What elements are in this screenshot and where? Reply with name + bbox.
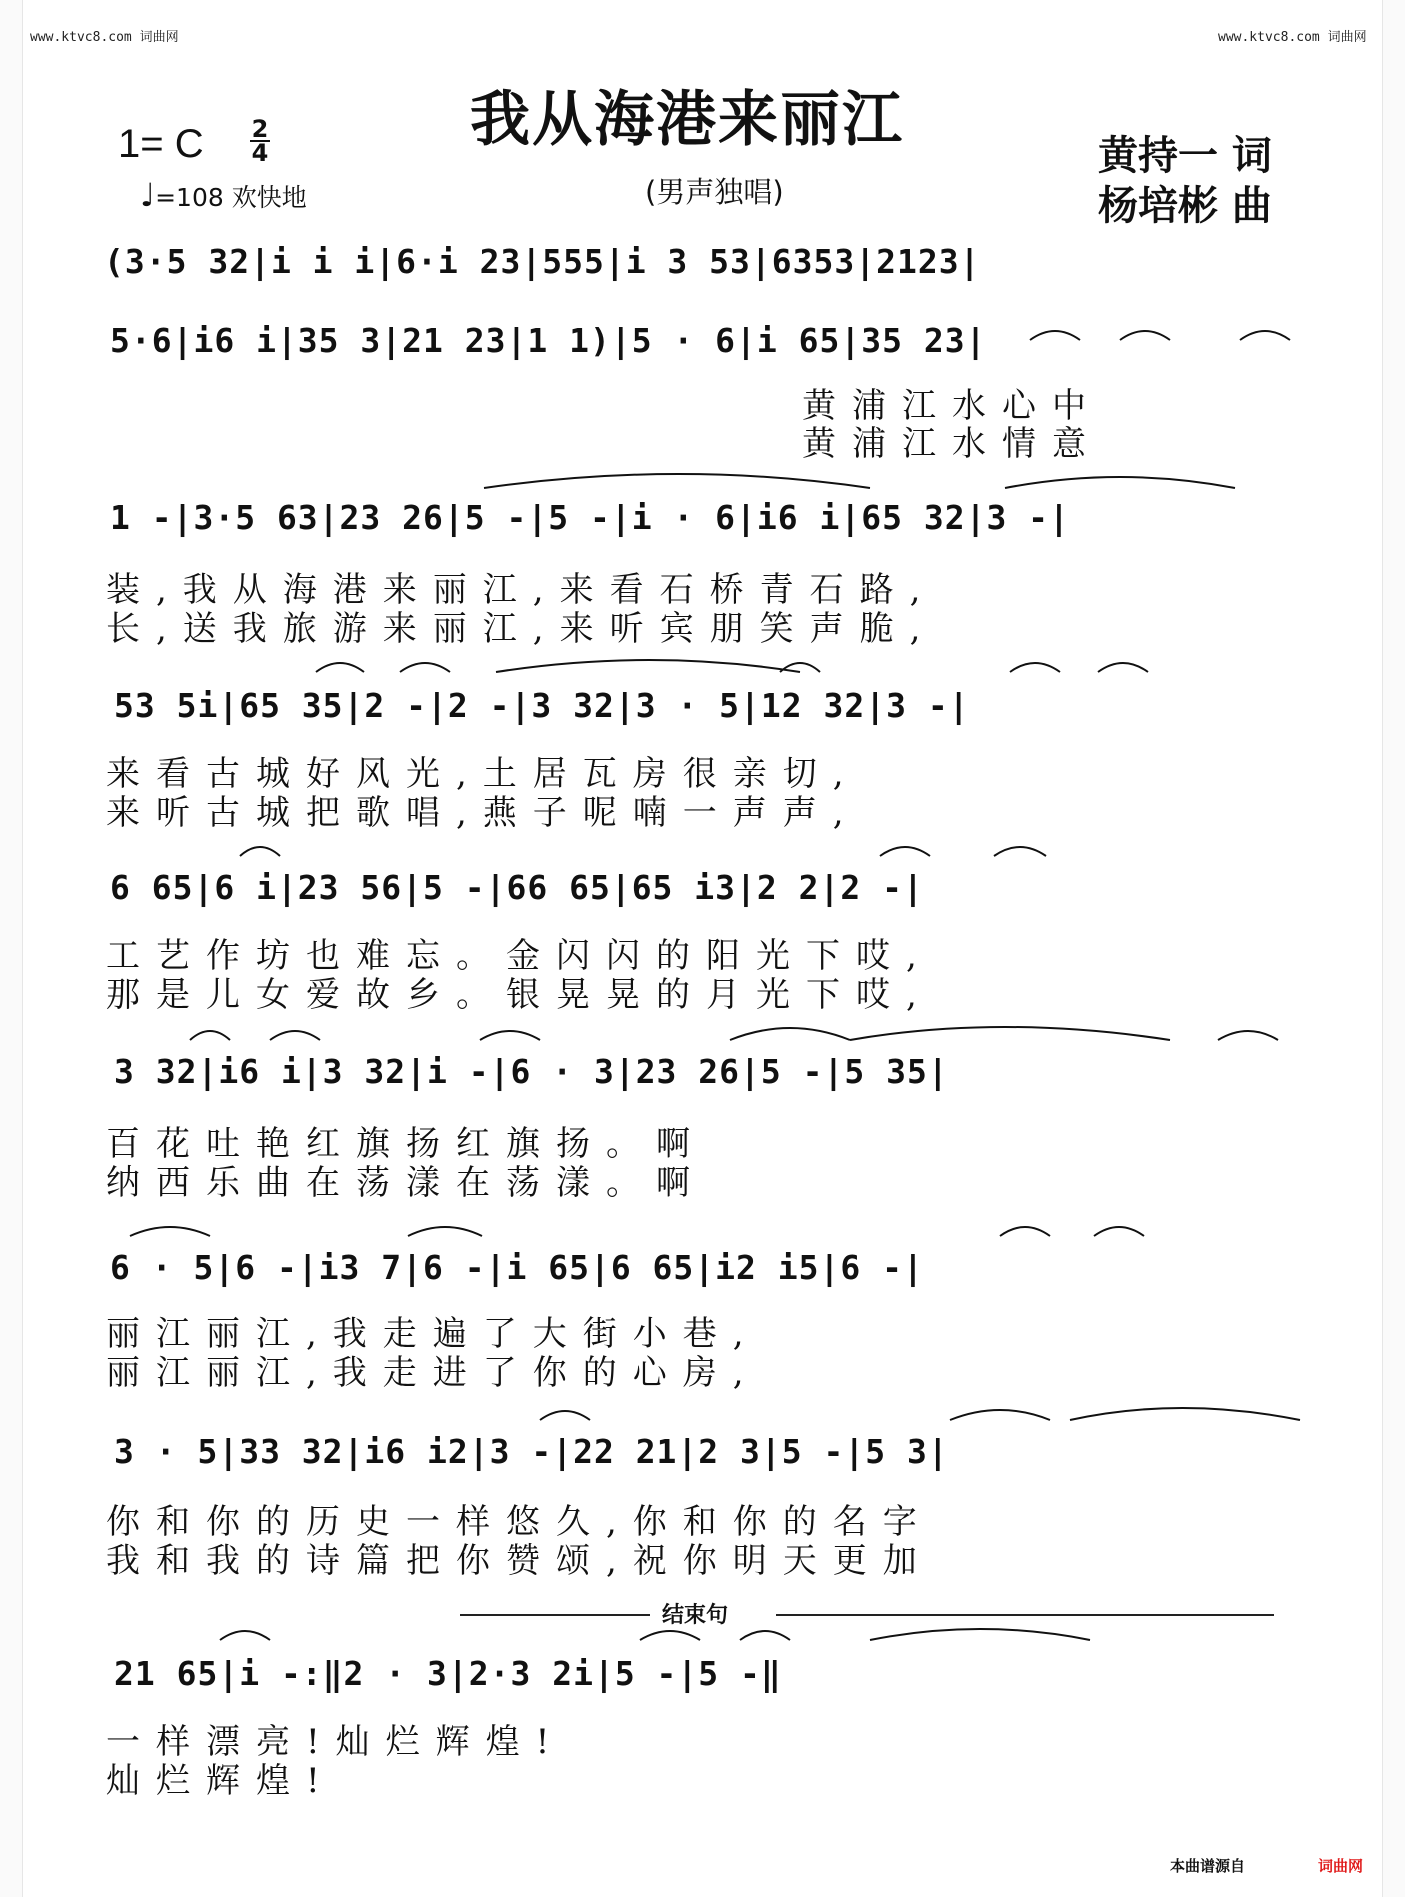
- site-watermark-right: www.ktvc8.com 词曲网: [1218, 30, 1367, 45]
- notation-line-6: 3 32|i6 i|3 32|i -|6 · 3|23 26|5 -|5 35|: [114, 1052, 949, 1091]
- lyric-line-7-verse2: 丽江丽江,我走进了你的心房,: [106, 1353, 760, 1393]
- lyric-line-6-verse2: 纳西乐曲在荡漾在荡漾。啊: [106, 1163, 706, 1203]
- lyric-line-4-verse1: 来看古城好风光,土居瓦房很亲切,: [106, 754, 860, 794]
- right-margin-strip: [1382, 0, 1405, 1897]
- lyric-line-9-verse1: 一样漂亮!灿烂辉煌!: [106, 1722, 566, 1762]
- footer-site-logo[interactable]: 词曲网: [1318, 1857, 1364, 1875]
- time-signature: 2 4: [251, 115, 269, 167]
- song-title: 我从海港来丽江: [470, 85, 904, 155]
- lyric-line-8-verse1: 你和你的历史一样悠久,你和你的名字: [106, 1502, 933, 1542]
- quarter-note-icon: ♩: [140, 176, 156, 214]
- notation-line-9: 21 65|i -:‖2 · 3|2·3 2i|5 -|5 -‖: [114, 1654, 782, 1693]
- ending-bracket-right: [776, 1614, 1274, 1616]
- lyricist-credit: 黄持一 词: [1098, 132, 1272, 179]
- ending-section-label: 结束句: [652, 1598, 738, 1629]
- lyric-line-7-verse1: 丽江丽江,我走遍了大街小巷,: [106, 1314, 760, 1354]
- subtitle-performance: (男声独唱): [645, 175, 784, 209]
- lyric-line-3-verse2: 长,送我旅游来丽江,来听宾朋笑声脆,: [106, 609, 937, 649]
- composer-credit: 杨培彬 曲: [1098, 182, 1272, 229]
- notation-line-2: 5·6|i6 i|35 3|21 23|1 1)|5 · 6|i 65|35 23|: [110, 321, 987, 360]
- notation-line-4: 53 5i|65 35|2 -|2 -|3 32|3 · 5|12 32|3 -|: [114, 686, 970, 725]
- lyric-line-5-verse1: 工艺作坊也难忘。金闪闪的阳光下哎,: [106, 936, 933, 976]
- lyric-line-6-verse1: 百花吐艳红旗扬红旗扬。啊: [106, 1124, 706, 1164]
- footer-source-label: 本曲谱源自: [1170, 1857, 1246, 1875]
- lyric-line-5-verse2: 那是儿女爱故乡。银晃晃的月光下哎,: [106, 975, 933, 1015]
- lyric-line-2-verse2: 黄浦江水情意: [802, 424, 1102, 464]
- left-margin-strip: [0, 0, 23, 1897]
- lyric-line-4-verse2: 来听古城把歌唱,燕子呢喃一声声,: [106, 793, 860, 833]
- lyric-line-8-verse2: 我和我的诗篇把你赞颂,祝你明天更加: [106, 1541, 933, 1581]
- ending-bracket-left: [460, 1614, 650, 1616]
- lyric-line-9-verse2: 灿烂辉煌!: [106, 1761, 336, 1801]
- lyric-line-2-verse1: 黄浦江水心中: [802, 386, 1102, 426]
- tempo-marking: ♩=108 欢快地: [140, 176, 307, 214]
- lyric-line-3-verse1: 装,我从海港来丽江,来看石桥青石路,: [106, 570, 937, 610]
- notation-line-3: 1 -|3·5 63|23 26|5 -|5 -|i · 6|i6 i|65 32|3 -|: [110, 498, 1070, 537]
- notation-line-8: 3 · 5|33 32|i6 i2|3 -|22 21|2 3|5 -|5 3|: [114, 1432, 949, 1471]
- notation-line-7: 6 · 5|6 -|i3 7|6 -|i 65|6 65|i2 i5|6 -|: [110, 1248, 924, 1287]
- notation-line-5: 6 65|6 i|23 56|5 -|66 65|65 i3|2 2|2 -|: [110, 868, 924, 907]
- notation-line-1: (3·5 32|i i i|6·i 23|555|i 3 53|6353|2123|: [104, 242, 981, 281]
- key-signature: 1= C: [118, 122, 204, 166]
- site-watermark-left: www.ktvc8.com 词曲网: [30, 30, 179, 45]
